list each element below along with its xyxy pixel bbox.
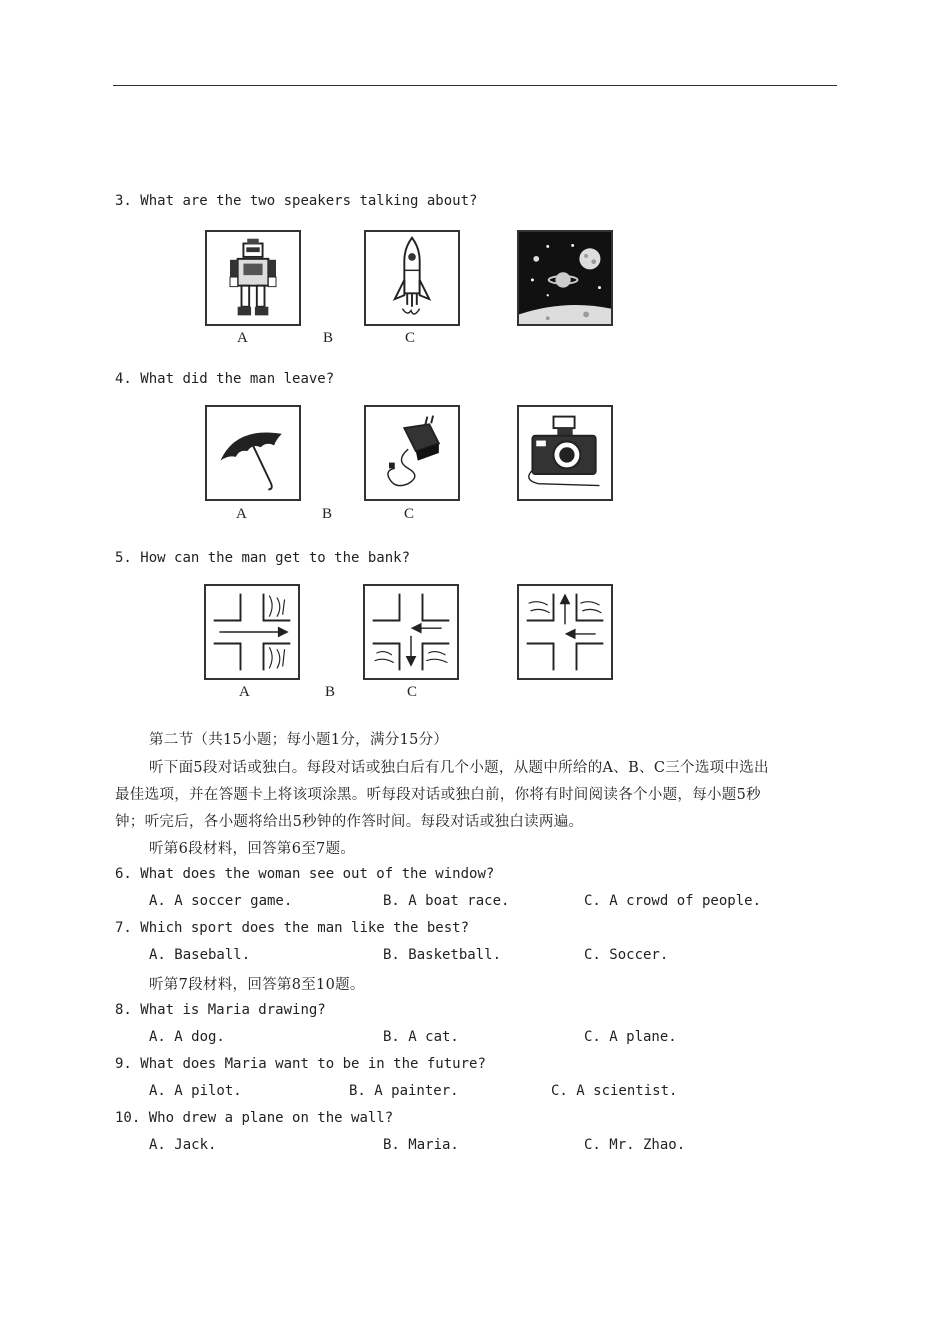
option-label-a: A [236, 506, 247, 522]
question-number: 3. [115, 193, 132, 209]
option-c: C. A plane. [584, 1029, 677, 1045]
question-number: 6. [115, 866, 132, 882]
option-label-c: C [407, 684, 418, 700]
section-heading: 第二节（共15小题；每小题1分，满分15分） [149, 732, 449, 748]
option-label-b: B [323, 330, 334, 346]
option-b: B. Maria. [383, 1137, 459, 1153]
option-label-b: B [322, 506, 333, 522]
option-label-c: C [405, 330, 416, 346]
robot-icon [205, 230, 301, 326]
instructions-line-3: 钟；听完后，各小题将给出5秒钟的作答时间。每段对话或独白读两遍。 [115, 814, 584, 830]
option-a: A. A pilot. [149, 1083, 242, 1099]
question-number: 4. [115, 371, 132, 387]
question-text: What did the man leave? [140, 371, 335, 387]
question-text: What does Maria want to be in the future? [140, 1056, 486, 1072]
question-number: 8. [115, 1002, 132, 1018]
instructions-line-1: 听下面5段对话或独白。每段对话或独白后有几个小题，从题中所给的A、B、C三个选项中选出 [149, 760, 769, 776]
option-c: C. Soccer. [584, 947, 669, 963]
option-a: A. Jack. [149, 1137, 217, 1153]
question-number: 10. [115, 1110, 141, 1126]
option-b: B. A painter. [349, 1083, 459, 1099]
question-3 [115, 193, 477, 209]
question-10 [115, 1110, 393, 1126]
question-7 [115, 920, 469, 936]
umbrella-icon [205, 405, 301, 501]
question-number: 9. [115, 1056, 132, 1072]
option-a: A. Baseball. [149, 947, 251, 963]
option-label-c: C [404, 506, 415, 522]
option-b: B. Basketball. [383, 947, 502, 963]
header-rule [113, 85, 837, 86]
question-text: What is Maria drawing? [140, 1002, 326, 1018]
question-9 [115, 1056, 486, 1072]
question-number: 5. [115, 550, 132, 566]
instructions-line-2: 最佳选项，并在答题卡上将该项涂黑。听每段对话或独白前，你将有时间阅读各个小题，每小题5秒 [115, 787, 761, 803]
option-c: C. A crowd of people. [584, 893, 762, 909]
question-text: How can the man get to the bank? [140, 550, 411, 566]
question-text: What does the woman see out of the window? [140, 866, 495, 882]
question-6 [115, 866, 494, 882]
route-map-a-icon [204, 584, 300, 680]
route-map-c-icon [517, 584, 613, 680]
question-number: 7. [115, 920, 132, 936]
option-b: B. A boat race. [383, 893, 510, 909]
option-a: A. A dog. [149, 1029, 225, 1045]
material-6-heading: 听第6段材料，回答第6至7题。 [149, 841, 356, 857]
question-text: Who drew a plane on the wall? [148, 1110, 394, 1126]
option-b: B. A cat. [383, 1029, 459, 1045]
option-c: C. A scientist. [551, 1083, 678, 1099]
space-planets-icon [517, 230, 613, 326]
question-text: Which sport does the man like the best? [140, 920, 470, 936]
option-a: A. A soccer game. [149, 893, 293, 909]
question-4 [115, 371, 334, 387]
question-5 [115, 550, 410, 566]
question-8 [115, 1002, 326, 1018]
question-text: What are the two speakers talking about? [140, 193, 478, 209]
material-7-heading: 听第7段材料，回答第8至10题。 [149, 977, 365, 993]
route-map-b-icon [363, 584, 459, 680]
rocket-icon [364, 230, 460, 326]
option-label-b: B [325, 684, 336, 700]
option-label-a: A [239, 684, 250, 700]
camera-icon [517, 405, 613, 501]
option-c: C. Mr. Zhao. [584, 1137, 686, 1153]
charger-icon [364, 405, 460, 501]
option-label-a: A [237, 330, 248, 346]
